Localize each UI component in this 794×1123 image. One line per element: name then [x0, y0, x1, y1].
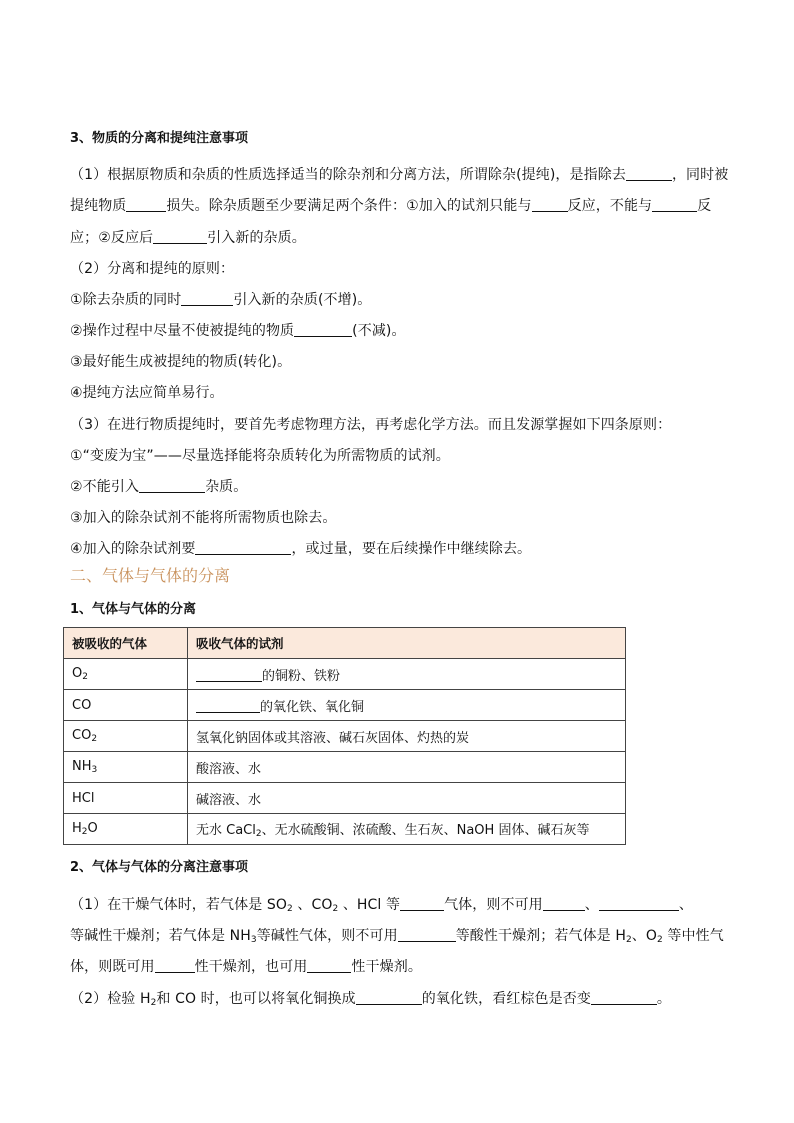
paragraph-1-line-1: （1）根据原物质和杂质的性质选择适当的除杂剂和分离方法，所谓除杂(提纯)，是指除去 ，同时被	[70, 167, 729, 183]
rule-4: ④加入的除杂试剂要 ，或过量，要在后续操作中继续除去。	[70, 541, 532, 557]
rule-1: ①“变废为宝”——尽量选择能将杂质转化为所需物质的试剂。	[70, 448, 450, 464]
heading-gas-notes: 2、气体与气体的分离注意事项	[70, 860, 249, 875]
gas-cell: $CO_2$	[64, 721, 188, 752]
gas-cell: CO	[64, 690, 188, 721]
rule-2: ②不能引入 杂质。	[70, 479, 248, 495]
fill-blank[interactable]	[181, 291, 233, 306]
gas-absorption-table	[63, 627, 626, 845]
fill-blank[interactable]	[139, 478, 205, 493]
gas-cell: HCl	[64, 783, 188, 814]
fill-blank[interactable]	[356, 990, 422, 1005]
fill-blank[interactable]	[196, 667, 262, 682]
fill-blank[interactable]	[155, 958, 195, 973]
gas-cell: $O_2$	[64, 659, 188, 690]
principle-3: ③最好能生成被提纯的物质(转化)。	[70, 354, 292, 370]
fill-blank[interactable]	[400, 896, 444, 911]
drying-line-2: 等碱性干燥剂；若气体是 $NH_3$等碱性气体，则不可用 等酸性干燥剂；若气体是 $H_2$、$O_2$ 等中性气	[70, 928, 724, 945]
fill-blank[interactable]	[294, 322, 352, 337]
fill-blank[interactable]	[626, 166, 672, 181]
heading-gas-separation: 1、气体与气体的分离	[70, 602, 197, 617]
table-row	[64, 721, 626, 752]
fill-blank[interactable]	[153, 229, 207, 244]
gas-cell: $NH_3$	[64, 752, 188, 783]
fill-blank[interactable]	[599, 896, 679, 911]
table-row	[64, 783, 626, 814]
table-header-row	[64, 628, 626, 659]
paragraph-2-title: （2）分离和提纯的原则：	[70, 261, 235, 277]
fill-blank[interactable]	[652, 197, 697, 212]
drying-line-3: 体，则既可用 性干燥剂，也可用 性干燥剂。	[70, 959, 422, 975]
reagent-cell: 碱溶液、水	[188, 783, 626, 814]
reagent-cell: 酸溶液、水	[188, 752, 626, 783]
reagent-cell: 的氧化铁、氧化铜	[188, 690, 626, 721]
rule-3: ③加入的除杂试剂不能将所需物质也除去。	[70, 510, 337, 526]
principle-2: ②操作过程中尽量不使被提纯的物质 (不减)。	[70, 323, 406, 339]
reagent-cell: 氢氧化钠固体或其溶液、碱石灰固体、灼热的炭	[188, 721, 626, 752]
fill-blank[interactable]	[195, 540, 291, 555]
principle-4: ④提纯方法应简单易行。	[70, 385, 224, 401]
fill-blank[interactable]	[398, 927, 456, 942]
column-header: 吸收气体的试剂	[188, 628, 626, 659]
drying-line-1: （1）在干燥气体时，若气体是 $SO_2$ 、$CO_2$ 、HCl 等 气体，则不可用 、 、	[70, 897, 693, 914]
table-row	[64, 752, 626, 783]
fill-blank[interactable]	[196, 698, 260, 713]
fill-blank[interactable]	[126, 197, 166, 212]
verify-line: （2）检验 $H_2$和 CO 时，也可以将氧化铜换成 的氧化铁，看红棕色是否变 。	[70, 991, 672, 1008]
fill-blank[interactable]	[591, 990, 657, 1005]
reagent-cell: 的铜粉、铁粉	[188, 659, 626, 690]
principle-1: ①除去杂质的同时 引入新的杂质(不增)。	[70, 292, 372, 308]
gas-cell: $H_2O$	[64, 814, 188, 845]
table-row	[64, 659, 626, 690]
fill-blank[interactable]	[543, 896, 585, 911]
table-row	[64, 690, 626, 721]
paragraph-1-line-3: 应；②反应后 引入新的杂质。	[70, 230, 306, 246]
fill-blank[interactable]	[307, 958, 351, 973]
section-title: 二、气体与气体的分离	[70, 566, 231, 585]
table-row	[64, 814, 626, 845]
column-header: 被吸收的气体	[64, 628, 188, 659]
fill-blank[interactable]	[532, 197, 568, 212]
paragraph-3-title: （3）在进行物质提纯时，要首先考虑物理方法，再考虑化学方法。而且发源掌握如下四条原则：	[70, 417, 672, 433]
reagent-cell: 无水 CaCl$_2$、无水硫酸铜、浓硫酸、生石灰、NaOH 固体、碱石灰等	[188, 814, 626, 845]
heading-separation-notes: 3、物质的分离和提纯注意事项	[70, 131, 249, 146]
paragraph-1-line-2: 提纯物质 损失。除杂质题至少要满足两个条件：①加入的试剂只能与 反应，不能与 反	[70, 198, 712, 214]
